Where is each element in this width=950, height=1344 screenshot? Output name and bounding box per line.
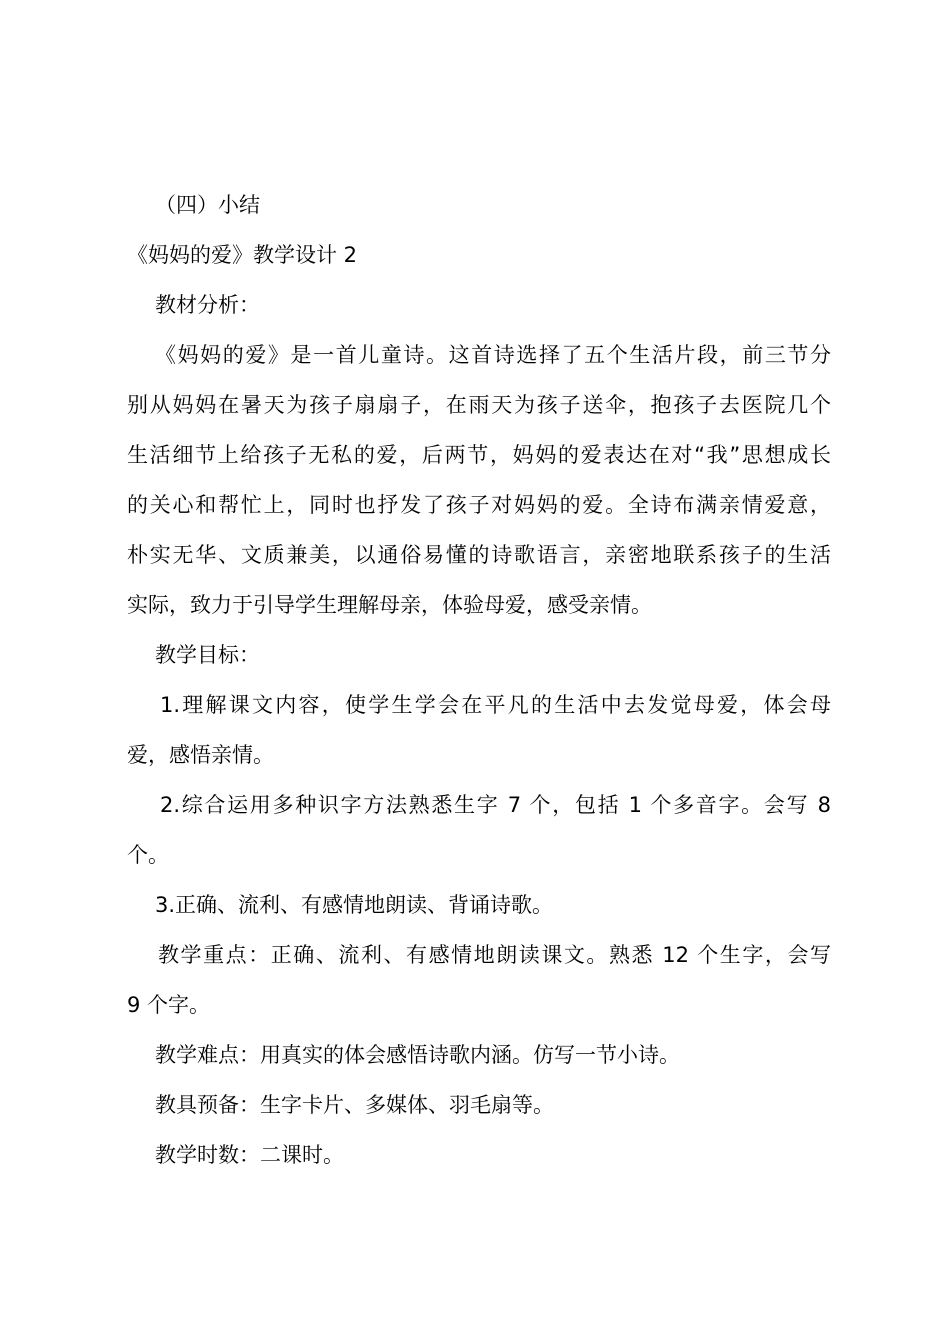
paragraph-line: 的关心和帮忙上，同时也抒发了孩子对妈妈的爱。全诗布满亲情爱意， [127,493,831,517]
goal-item-2: 2.综合运用多种识字方法熟悉生字 7 个，包括 1 个多音字。会写 8 [160,793,831,817]
document-title: 《妈妈的爱》教学设计 2 [127,243,358,267]
goal-item-1: 1.理解课文内容，使学生学会在平凡的生活中去发觉母爱，体会母 [160,693,831,717]
goal-item-3: 3.正确、流利、有感情地朗读、背诵诗歌。 [155,893,554,917]
section-heading-summary: （四）小结 [155,193,260,217]
teaching-key-points-cont: 9 个字。 [127,993,211,1017]
paragraph-line: 朴实无华、文质兼美，以通俗易懂的诗歌语言，亲密地联系孩子的生活 [127,543,831,567]
paragraph-line: 《妈妈的爱》是一首儿童诗。这首诗选择了五个生活片段，前三节分 [155,343,831,367]
heading-material-analysis: 教材分析： [155,293,260,317]
teaching-difficulties: 教学难点：用真实的体会感悟诗歌内涵。仿写一节小诗。 [155,1043,680,1067]
goal-item-1-cont: 爱，感悟亲情。 [127,743,274,767]
paragraph-line: 实际，致力于引导学生理解母亲，体验母爱，感受亲情。 [127,593,652,617]
paragraph-line: 生活细节上给孩子无私的爱，后两节，妈妈的爱表达在对“我”思想成长 [127,443,831,467]
teaching-aids: 教具预备：生字卡片、多媒体、羽毛扇等。 [155,1093,554,1117]
paragraph-line: 别从妈妈在暑天为孩子扇扇子，在雨天为孩子送伞，抱孩子去医院几个 [127,393,831,417]
teaching-key-points: 教学重点：正确、流利、有感情地朗读课文。熟悉 12 个生字，会写 [158,943,831,967]
teaching-hours: 教学时数：二课时。 [155,1143,344,1167]
goal-item-2-cont: 个。 [127,843,169,867]
heading-teaching-goals: 教学目标： [155,643,260,667]
